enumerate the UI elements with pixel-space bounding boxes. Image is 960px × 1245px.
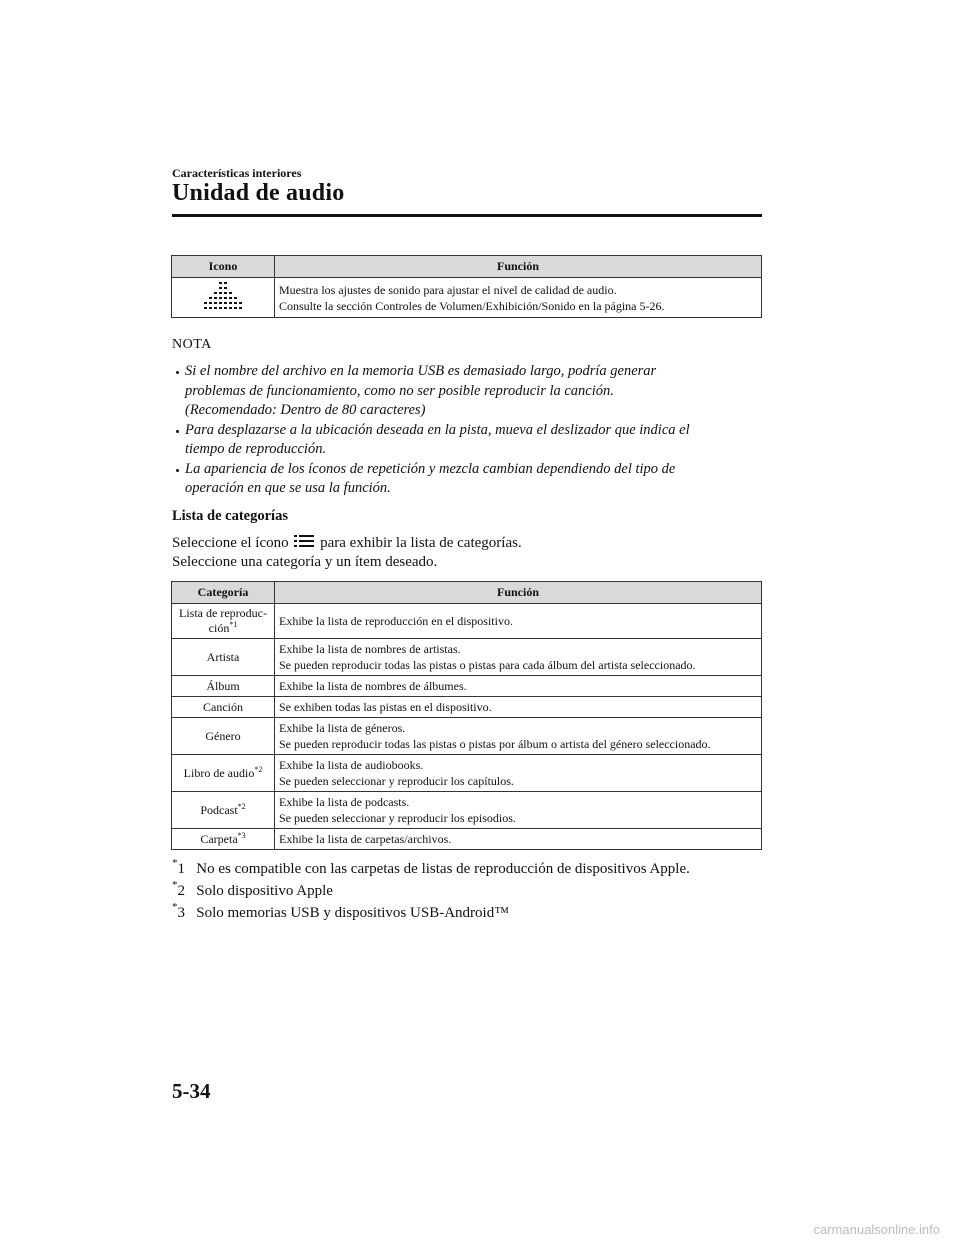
footnote-mark: *: [172, 857, 178, 869]
equalizer-icon: [204, 280, 242, 312]
instruction-text: para exhibir la lista de categorías.: [320, 535, 522, 551]
footnote-mark: *: [172, 901, 178, 913]
function-cell: [275, 639, 762, 676]
header-function: Función: [275, 582, 762, 604]
bullet-icon: [176, 430, 179, 433]
footnotes: [172, 858, 690, 924]
watermark-text: carmanualsonline.info: [813, 1222, 940, 1237]
category-cell: [172, 604, 275, 639]
note-line: La apariencia de los íconos de repetición y mezcla cambian dependiendo del tipo de: [185, 460, 676, 477]
function-cell: [275, 676, 762, 697]
function-line: Consulte la sección Controles de Volumen/Exhibición/Sonido en la página 5-26.: [279, 298, 665, 313]
footnote-ref: *1: [229, 620, 238, 629]
function-cell: [275, 829, 762, 850]
note-line: tiempo de reproducción.: [185, 441, 327, 457]
function-line: Se pueden seleccionar y reproducir los capítulos.: [279, 774, 514, 788]
table-row: [172, 697, 762, 718]
category-label: Podcast: [200, 802, 238, 817]
footnote-text: No es compatible con las carpetas de listas de reproducción de dispositivos Apple.: [196, 861, 690, 877]
category-label: Álbum: [206, 678, 240, 693]
note-label: NOTA: [172, 337, 212, 352]
function-line: Muestra los ajustes de sonido para ajustar el nivel de calidad de audio.: [279, 282, 617, 297]
table-header-row: [172, 582, 762, 604]
category-cell: [172, 718, 275, 755]
table-row: [172, 755, 762, 792]
footnote-ref: *3: [237, 830, 246, 840]
function-line: Exhibe la lista de nombres de álbumes.: [279, 679, 467, 693]
category-label: ción: [208, 621, 230, 635]
table-header-row: [172, 256, 762, 278]
header-icon: Icono: [172, 256, 275, 278]
footnote-number: 1: [177, 861, 185, 877]
function-cell: [275, 604, 762, 639]
category-label: Artista: [206, 649, 240, 664]
function-line: Exhibe la lista de carpetas/archivos.: [279, 832, 452, 846]
table-row: [172, 792, 762, 829]
footnote-text: Solo memorias USB y dispositivos USB-Android™: [196, 905, 509, 921]
table-row: [172, 829, 762, 850]
function-line: Se pueden seleccionar y reproducir los episodios.: [279, 811, 516, 825]
note-item: [176, 460, 776, 499]
page-title: Unidad de audio: [172, 180, 345, 206]
category-cell: [172, 755, 275, 792]
table-row: [172, 718, 762, 755]
category-label: Canción: [203, 699, 243, 714]
list-icon: [294, 534, 314, 549]
function-cell: [275, 718, 762, 755]
footnote-item: [172, 902, 690, 924]
icon-function-table: [171, 255, 762, 318]
header-function: Función: [275, 256, 762, 278]
function-line: Se exhiben todas las pistas en el dispositivo.: [279, 700, 492, 714]
function-cell: [275, 697, 762, 718]
bullet-icon: [176, 469, 179, 472]
note-item: [176, 362, 776, 421]
categories-heading: Lista de categorías: [172, 508, 288, 524]
category-cell: [172, 639, 275, 676]
function-line: Exhibe la lista de reproducción en el dispositivo.: [279, 614, 513, 628]
category-label: Libro de audio: [183, 765, 255, 780]
instruction-line: [172, 534, 522, 552]
table-row: [172, 676, 762, 697]
note-list: [176, 362, 776, 499]
function-line: Exhibe la lista de géneros.: [279, 721, 406, 735]
header-category: Categoría: [172, 582, 275, 604]
category-cell: [172, 676, 275, 697]
instruction-text: Seleccione el ícono: [172, 535, 289, 551]
category-table: [171, 581, 762, 850]
category-cell: [172, 829, 275, 850]
footnote-mark: *: [172, 879, 178, 891]
function-line: Exhibe la lista de audiobooks.: [279, 758, 424, 772]
note-line: Para desplazarse a la ubicación deseada en la pista, mueva el deslizador que indica el: [185, 421, 690, 438]
category-cell: [172, 697, 275, 718]
table-row: [172, 639, 762, 676]
function-line: Se pueden reproducir todas las pistas o pistas por álbum o artista del género seleccionado.: [279, 737, 711, 751]
category-label: Carpeta: [200, 831, 238, 846]
icon-cell: [172, 278, 275, 318]
note-item: [176, 421, 776, 460]
function-line: Exhibe la lista de podcasts.: [279, 795, 410, 809]
title-divider: [172, 214, 762, 217]
table-row: [172, 604, 762, 639]
note-line: Si el nombre del archivo en la memoria USB es demasiado largo, podría generar: [185, 363, 657, 379]
category-label: Lista de reproduc-: [179, 606, 267, 620]
function-cell: [275, 755, 762, 792]
table-row: [172, 278, 762, 318]
function-cell: [275, 278, 762, 318]
footnote-ref: *2: [237, 801, 246, 811]
function-line: Se pueden reproducir todas las pistas o pistas para cada álbum del artista seleccionado.: [279, 658, 696, 672]
category-label: Género: [205, 728, 241, 743]
footnote-item: [172, 858, 690, 880]
category-cell: [172, 792, 275, 829]
section-label: Características interiores: [172, 166, 302, 180]
page-number: 5-34: [172, 1079, 211, 1103]
note-line: (Recomendado: Dentro de 80 caracteres): [185, 402, 426, 418]
footnote-number: 2: [177, 883, 185, 899]
footnote-item: [172, 880, 690, 902]
bullet-icon: [176, 371, 179, 374]
footnote-ref: *2: [254, 764, 263, 774]
note-line: problemas de funcionamiento, como no ser posible reproducir la canción.: [185, 382, 614, 399]
footnote-text: Solo dispositivo Apple: [196, 883, 333, 899]
function-line: Exhibe la lista de nombres de artistas.: [279, 642, 461, 656]
note-line: operación en que se usa la función.: [185, 480, 391, 496]
instruction-line-2: Seleccione una categoría y un ítem deseado.: [172, 554, 438, 570]
function-cell: [275, 792, 762, 829]
footnote-number: 3: [177, 905, 185, 921]
